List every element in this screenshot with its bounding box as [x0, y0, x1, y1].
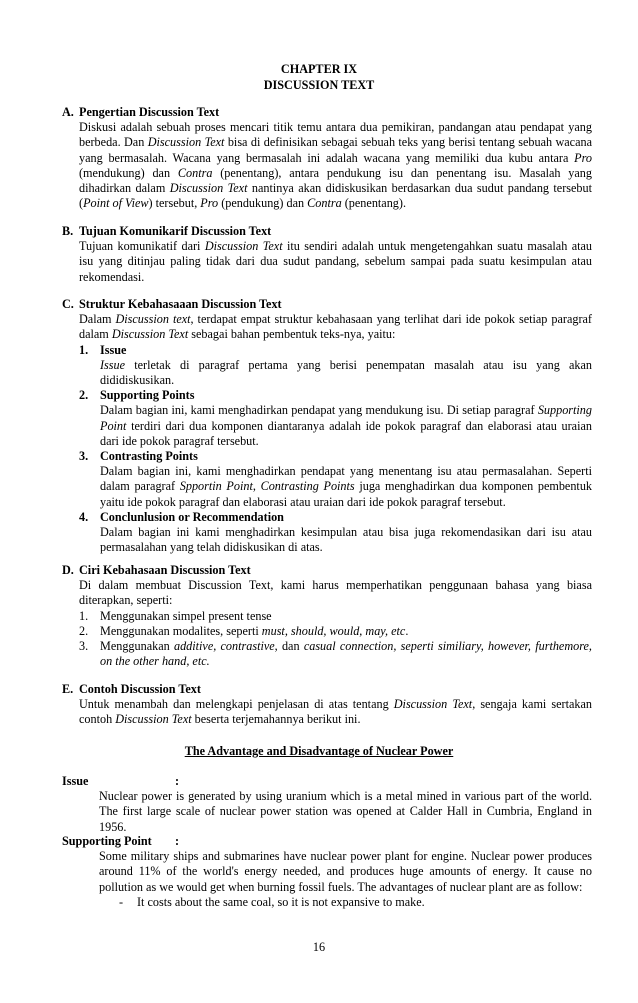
structure-item: 4. Conclunlusion or Recommendation Dalam bagian ini kami menghadirkan kesimpulan atau bisa juga rekomendasikan dari isu atau permasalahan yang telah didiskusikan di atas. — [79, 509, 592, 555]
page-number: 16 — [312, 940, 326, 954]
section-a-paragraph: Diskusi adalah sebuah proses mencari titik temu antara dua pemikiran, pandangan atau pendapat yang berbeda. Dan Discussion Text bisa di definisikan sebagai sebuah teks yang berisi tentang sebuah wacana yang bermasalah. Wacana yang bermasalah ini adalah wacana yang memiliki dua kubu antara Pro (mendukung) dan Contra (penentang), antara pendukung isu dan penentang isu. Masalah yang dihadirkan dalam Discussion Text nantinya akan didiskusikan berdasarkan dua sudut pandang tersebut (Point of View) tersebut, Pro (pendukung) dan Contra (penentang). — [79, 120, 593, 211]
supporting-point-label: Supporting Point — [62, 834, 152, 848]
structure-item: 1. Issue Issue terletak di paragraf pertama yang berisi penempatan masalah atau isu yang akan dididiskusikan. — [79, 342, 592, 388]
section-c — [62, 297, 592, 555]
example-issue: Issue : Nuclear power is generated by using uranium which is a metal mined in various part of the world. The first large scale of nuclear power station was opened at Calder Hall in Cumbria, England in 1956. — [62, 774, 592, 834]
section-b — [62, 224, 592, 285]
section-c-heading: C. Struktur Kebahasaaan Discussion Text — [62, 297, 282, 311]
example-supporting-point: Supporting Point : Some military ships and submarines have nuclear power plant for engine. Nuclear power produces around 11% of the world's energy needed, and produces huge amounts of energy. It cause no pollution as we would get when burning fossil fuels. The advantages of nuclear plant are as follow: - It costs about the same coal, so it is not expansive to make. — [62, 834, 592, 909]
structure-item: 2. Supporting Points Dalam bagian ini, kami menghadirkan pendapat yang mendukung isu. Di setiap paragraf Supporting Point terdiri dari dua komponen diantaranya adalah ide pokok paragraf dan elaborasi atau uraian dari ide pokok paragraf tersebut. — [79, 388, 592, 448]
section-d — [62, 563, 592, 669]
section-a-heading: A. Pengertian Discussion Text — [62, 105, 220, 119]
section-a — [62, 105, 592, 211]
example-title: The Advantage and Disadvantage of Nuclear Power — [184, 744, 454, 758]
issue-label: Issue — [62, 774, 89, 788]
list-item: 2. Menggunakan modalites, seperti must, should, would, may, etc. — [79, 623, 409, 638]
section-e — [62, 682, 592, 728]
list-item: 1. Menggunakan simpel present tense — [79, 608, 272, 623]
section-e-paragraph: Untuk menambah dan melengkapi penjelasan di atas tentang Discussion Text, sengaja kami sertakan contoh Discussion Text beserta terjemahannya berikut ini. — [79, 697, 592, 727]
section-b-heading: B. Tujuan Komunikarif Discussion Text — [62, 224, 272, 238]
list-item: 3. Menggunakan additive, contrastive, dan casual connection, seperti similiary, however, furthemore, on the other hand, etc. — [79, 639, 592, 669]
section-e-heading: E. Contoh Discussion Text — [62, 682, 201, 696]
supporting-point-text: Some military ships and submarines have nuclear power plant for engine. Nuclear power produces around 11% of the world's energy needed, and produces huge amounts of energy. It cause no pollution as we would get when burning fossil fuels. The advantages of nuclear plant are as follow: — [99, 849, 592, 894]
chapter-title: DISCUSSION TEXT — [263, 78, 375, 92]
issue-text: Nuclear power is generated by using uranium which is a metal mined in various part of the world. The first large scale of nuclear power station was opened at Calder Hall in Cumbria, England in 1956. — [99, 789, 592, 834]
chapter-label: CHAPTER IX — [280, 62, 358, 76]
section-d-heading: D. Ciri Kebahasaan Discussion Text — [62, 563, 251, 577]
list-item: - It costs about the same coal, so it is not expansive to make. — [119, 894, 425, 909]
section-b-paragraph: Tujuan komunikatif dari Discussion Text itu sendiri adalah untuk mengetengahkan suatu masalah atau isu yang ditinjau paling tidak dari dua sudut pandang, sebelum sampai pada suatu kesimpulan atau rekomendasi. — [79, 239, 592, 284]
section-d-paragraph: Di dalam membuat Discussion Text, kami harus memperhatikan penggunaan bahasa yang biasa diterapkan, seperti: — [79, 578, 592, 608]
structure-item: 3. Contrasting Points Dalam bagian ini, kami menghadirkan pendapat yang menentang isu atau permasalahan. Seperti dalam paragraf Spportin Point, Contrasting Points juga menghadirkan dua komponen pembentuk yaitu ide pokok paragraf dan elaborasi atau uraian dari ide pokok paragraf tersebut. — [79, 449, 593, 509]
section-c-paragraph: Dalam Discussion text, terdapat empat struktur kebahasaan yang terlihat dari ide pokok setiap paragraf dalam Discussion Text sebagai bahan pembentuk teks-nya, yaitu: — [79, 312, 592, 342]
